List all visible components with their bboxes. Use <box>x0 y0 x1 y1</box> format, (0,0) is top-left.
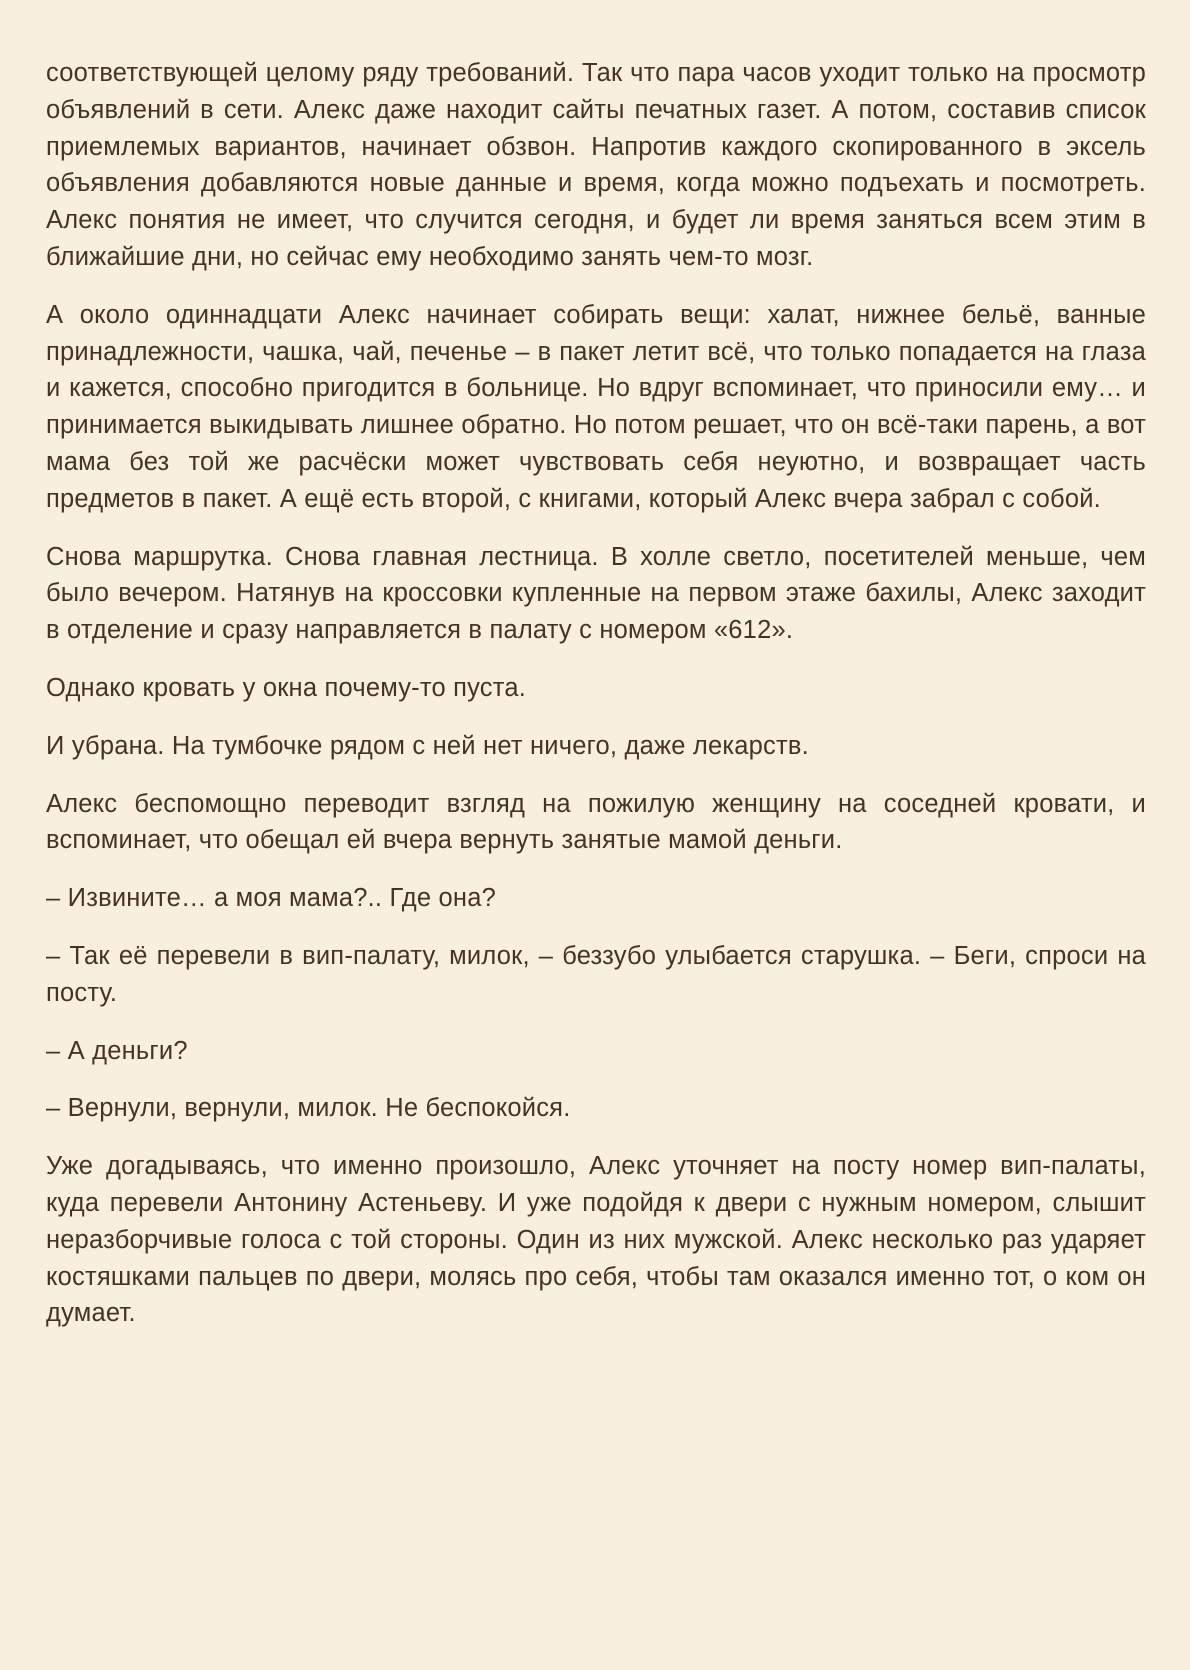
dialogue-line: – Так её перевели в вип-палату, милок, – беззубо улыбается старушка. – Беги, спроси на посту. <box>46 941 1146 1007</box>
paragraph: Снова маршрутка. Снова главная лестница. В холле светло, посетителей меньше, чем было вечером. Натянув на кроссовки купленные на первом этаже бахилы, Алекс заходит в отделение и сразу направляется в палату с номером «612». <box>46 542 1146 645</box>
paragraph: И убрана. На тумбочке рядом с ней нет ничего, даже лекарств. <box>46 731 809 760</box>
dialogue-line: – Вернули, вернули, милок. Не беспокойся. <box>46 1094 571 1123</box>
paragraph: А около одиннадцати Алекс начинает собирать вещи: халат, нижнее бельё, ванные принадлежности, чашка, чай, печенье – в пакет летит всё, что только попадается на глаза и кажется, способно пригодится в больнице. Но вдруг вспоминает, что приносили ему… и принимается выкидывать лишнее обратно. Но потом решает, что он всё-таки парень, а вот мама без той же расчёски может чувствовать себя неуютно, и возвращает часть предметов в пакет. А ещё есть второй, с книгами, который Алекс вчера забрал с собой. <box>46 300 1146 513</box>
paragraph: Однако кровать у окна почему-то пуста. <box>46 673 526 702</box>
paragraph: Алекс беспомощно переводит взгляд на пожилую женщину на соседней кровати, и вспоминает, что обещал ей вчера вернуть занятые мамой деньги. <box>46 789 1146 855</box>
document-page <box>46 55 1146 1353</box>
dialogue-line: – А деньги? <box>46 1036 188 1065</box>
paragraph: соответствующей целому ряду требований. Так что пара часов уходит только на просмотр объявлений в сети. Алекс даже находит сайты печатных газет. А потом, составив список приемлемых вариантов, начинает обзвон. Напротив каждого скопированного в эксель объявления добавляются новые данные и время, когда можно подъехать и посмотреть. Алекс понятия не имеет, что случится сегодня, и будет ли время заняться всем этим в ближайшие дни, но сейчас ему необходимо занять чем-то мозг. <box>46 59 1146 271</box>
dialogue-line: – Извините… а моя мама?.. Где она? <box>46 884 496 913</box>
paragraph: Уже догадываясь, что именно произошло, Алекс уточняет на посту номер вип-палаты, куда перевели Антонину Астеньеву. И уже подойдя к двери с нужным номером, слышит неразборчивые голоса с той стороны. Один из них мужской. Алекс несколько раз ударяет костяшками пальцев по двери, молясь про себя, чтобы там оказался именно тот, о ком он думает. <box>46 1152 1146 1328</box>
